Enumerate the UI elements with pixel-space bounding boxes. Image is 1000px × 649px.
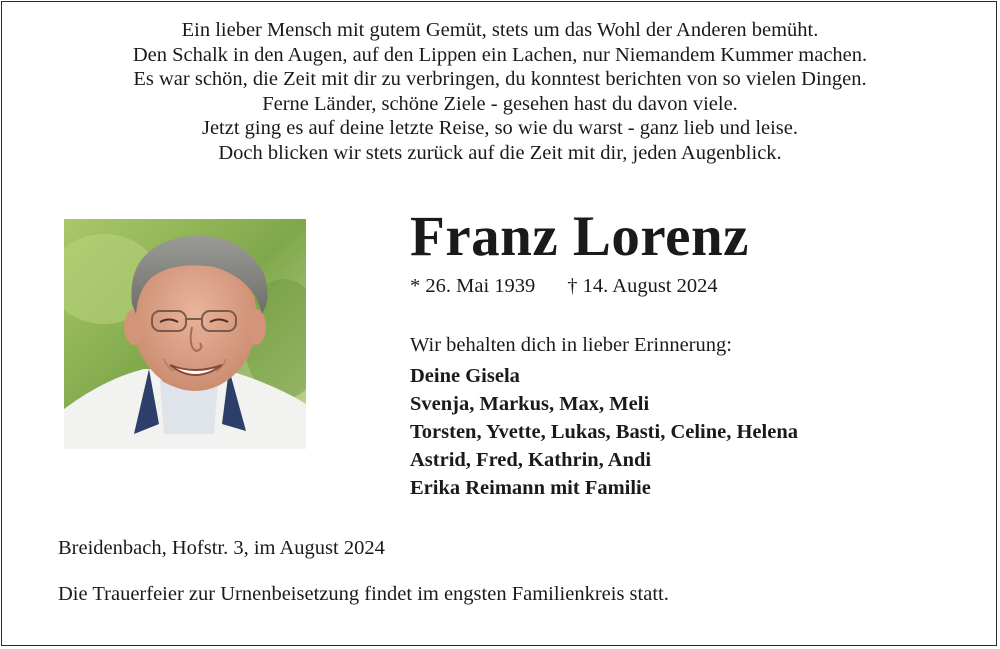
poem-line: Ferne Länder, schöne Ziele - gesehen hast du davon viele. [262,92,738,115]
mourner-line: Erika Reimann mit Familie [410,477,651,499]
life-dates [410,273,718,299]
poem-line: Den Schalk in den Augen, auf den Lippen ein Lachen, nur Niemandem Kummer machen. [132,43,868,66]
birth-date: * 26. Mai 1939 [410,275,536,297]
remembrance-intro: Wir behalten dich in lieber Erinnerung: [410,334,732,356]
poem-line: Jetzt ging es auf deine letzte Reise, so wie du warst - ganz lieb und leise. [201,117,799,139]
location-date-line: Breidenbach, Hofstr. 3, im August 2024 [58,537,385,559]
mourner-line: Torsten, Yvette, Lukas, Basti, Celine, Helena [410,421,798,443]
memorial-poem [0,18,1000,165]
poem-line: Doch blicken wir stets zurück auf die Zeit mit dir, jeden Augenblick. [218,141,782,164]
mourner-line: Astrid, Fred, Kathrin, Andi [410,449,652,471]
ceremony-note: Die Trauerfeier zur Urnenbeisetzung findet im engsten Familienkreis statt. [58,583,669,605]
poem-line: Es war schön, die Zeit mit dir zu verbringen, du konntest berichten von so vielen Dingen. [133,68,867,90]
mourner-line: Svenja, Markus, Max, Meli [410,393,650,415]
poem-line: Ein lieber Mensch mit gutem Gemüt, stets um das Wohl der Anderen bemüht. [181,19,819,41]
mourners-list [410,362,798,502]
death-date: † 14. August 2024 [567,275,718,297]
mourner-line: Deine Gisela [410,365,520,387]
deceased-name: Franz Lorenz [410,205,749,268]
portrait-photo [64,219,306,449]
